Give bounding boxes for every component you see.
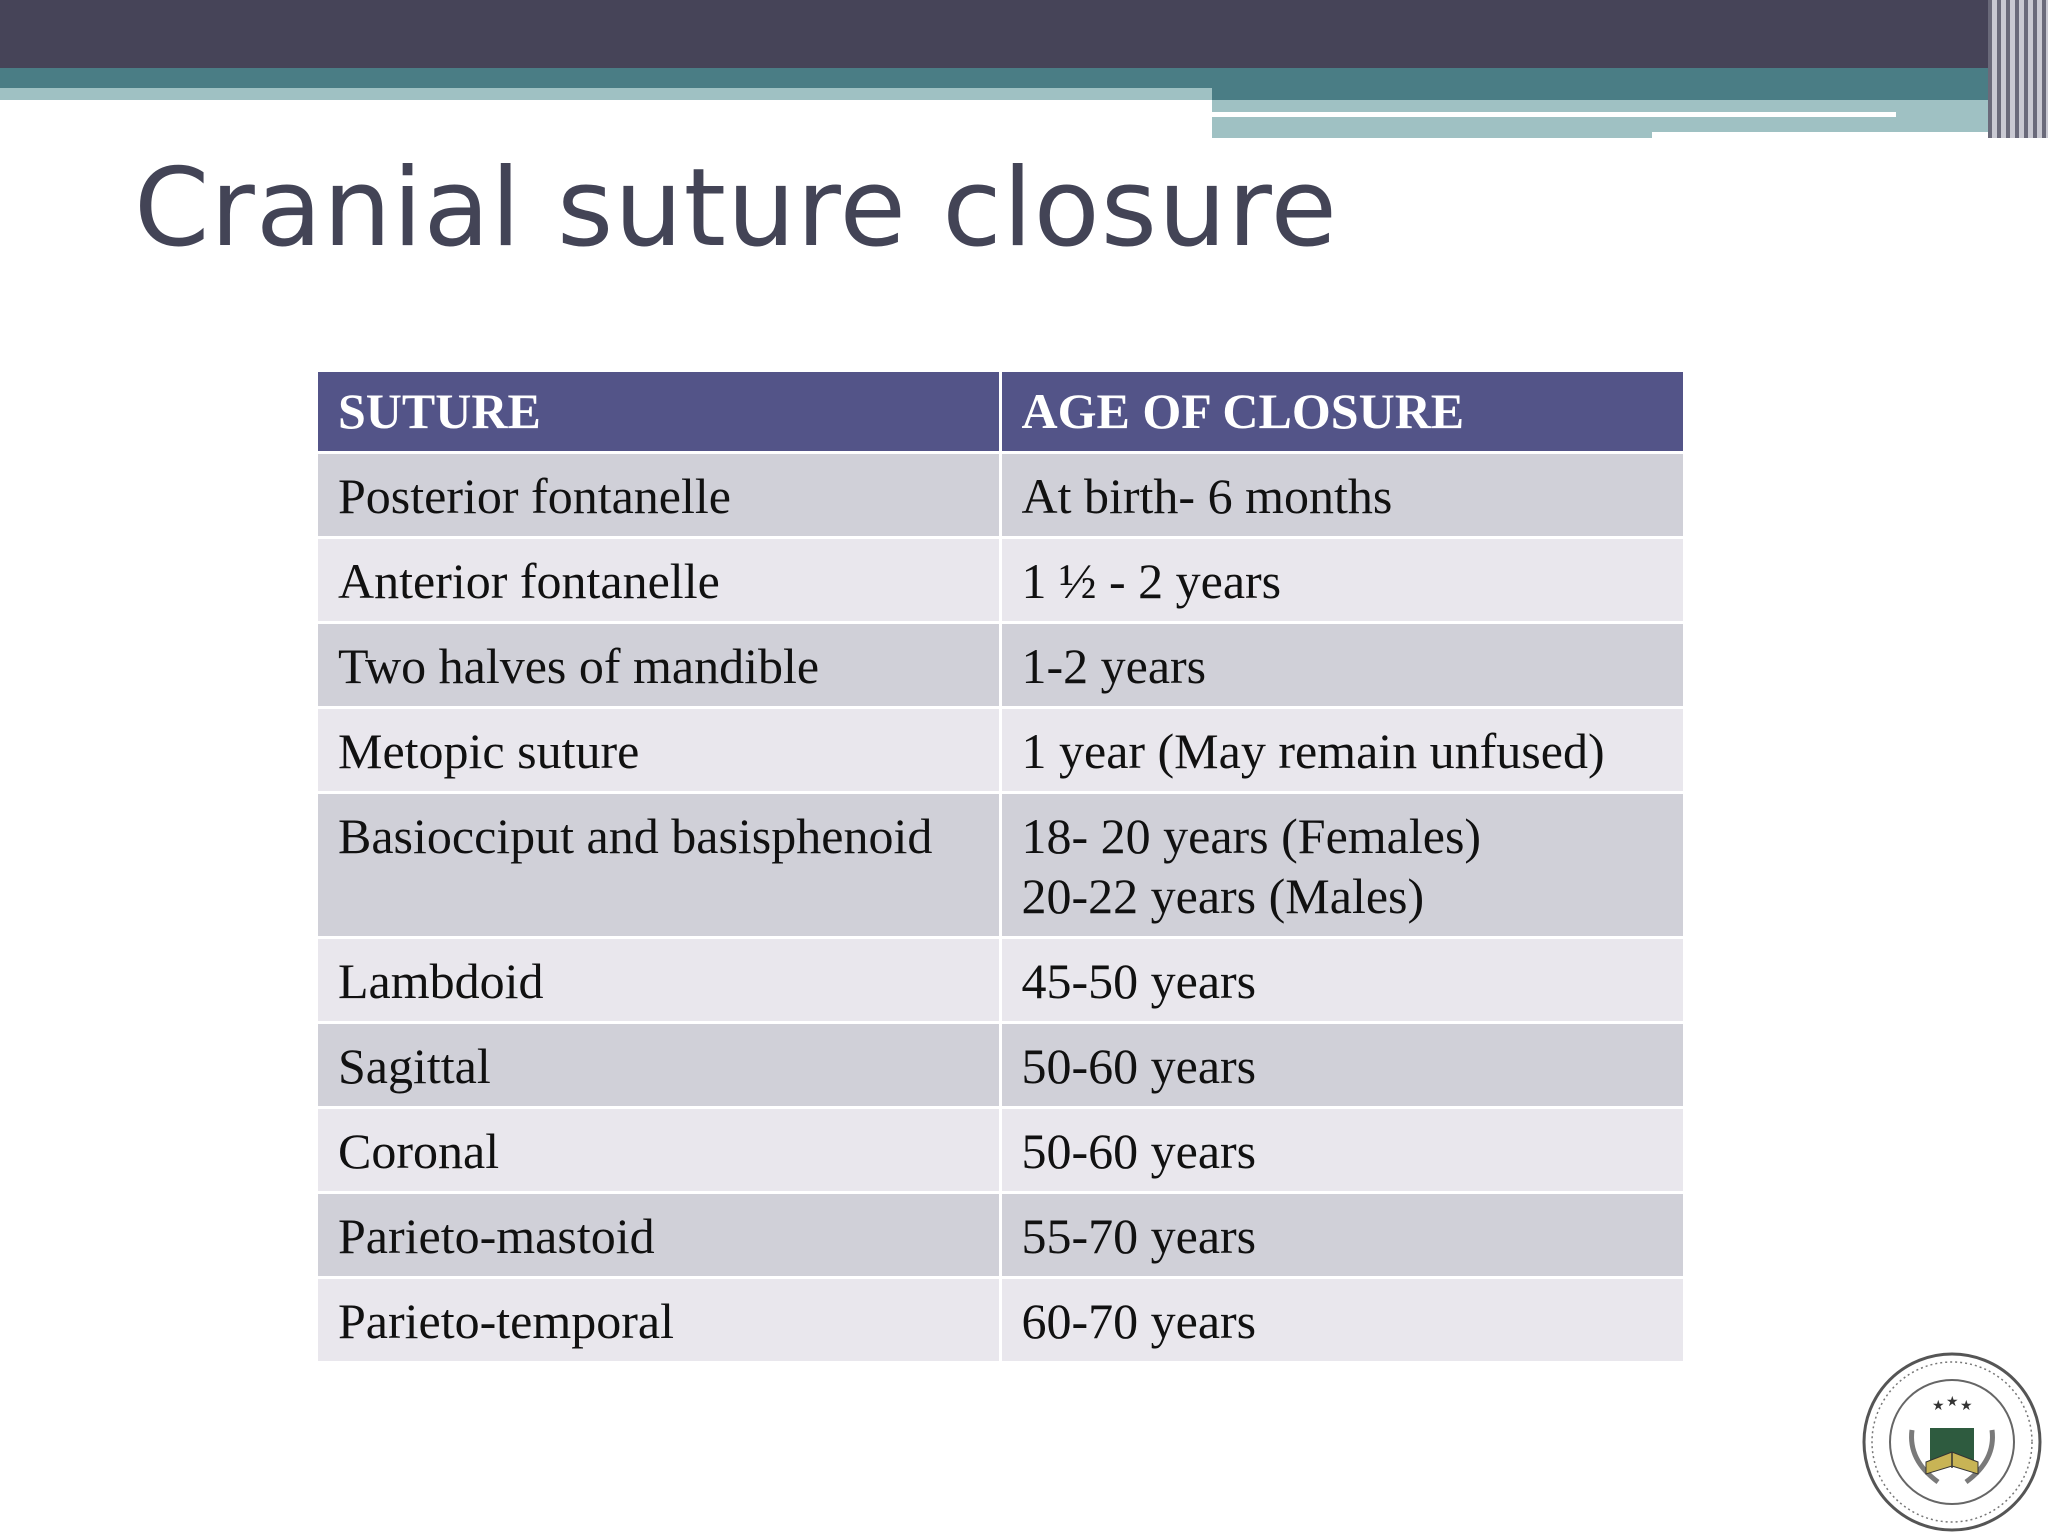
seal-logo-icon — [1860, 1350, 2044, 1534]
column-header-suture: SUTURE — [318, 372, 1000, 452]
age-line-females: 18- 20 years (Females) — [1021, 807, 1482, 864]
suture-cell: Sagittal — [318, 1022, 1000, 1107]
suture-cell: Parieto-mastoid — [318, 1192, 1000, 1277]
table-row — [318, 622, 1683, 707]
table-header-row — [318, 372, 1683, 452]
table-row — [318, 792, 1683, 937]
teal-accent-band-right — [1212, 68, 2048, 100]
age-cell: 45-50 years — [1000, 937, 1683, 1022]
teal-accent-band — [0, 68, 1212, 88]
suture-cell: Posterior fontanelle — [318, 452, 1000, 537]
light-accent-band — [0, 88, 1212, 100]
table-row — [318, 1022, 1683, 1107]
suture-cell: Basiocciput and basisphenoid — [318, 792, 1000, 937]
table-row — [318, 1192, 1683, 1277]
suture-cell: Anterior fontanelle — [318, 537, 1000, 622]
svg-text:★: ★ — [1932, 1398, 1945, 1414]
age-line-males: 20-22 years (Males) — [1021, 867, 1425, 924]
suture-cell: Lambdoid — [318, 937, 1000, 1022]
edge-stripes-decoration — [1988, 0, 2048, 138]
suture-cell: Parieto-temporal — [318, 1277, 1000, 1362]
age-cell: 1-2 years — [1000, 622, 1683, 707]
column-header-age-of-closure: AGE OF CLOSURE — [1000, 372, 1683, 452]
table-row — [318, 537, 1683, 622]
accent-divider-step — [1652, 132, 2012, 138]
age-cell: 50-60 years — [1000, 1107, 1683, 1192]
top-decorative-band — [0, 0, 2048, 68]
age-cell: 1 year (May remain unfused) — [1000, 707, 1683, 792]
suture-cell: Metopic suture — [318, 707, 1000, 792]
age-cell: 1 ½ - 2 years — [1000, 537, 1683, 622]
table-row — [318, 1277, 1683, 1362]
suture-closure-table — [318, 372, 1683, 1364]
age-cell: 60-70 years — [1000, 1277, 1683, 1362]
age-cell: At birth- 6 months — [1000, 452, 1683, 537]
suture-table-container — [318, 372, 1683, 1364]
slide-title: Cranial suture closure — [134, 146, 1338, 271]
accent-divider-line — [1212, 112, 1896, 117]
suture-cell: Coronal — [318, 1107, 1000, 1192]
svg-text:★: ★ — [1960, 1398, 1973, 1414]
svg-text:★: ★ — [1946, 1394, 1959, 1410]
table-row — [318, 1107, 1683, 1192]
table-row — [318, 937, 1683, 1022]
suture-cell: Two halves of mandible — [318, 622, 1000, 707]
age-cell: 55-70 years — [1000, 1192, 1683, 1277]
table-row — [318, 452, 1683, 537]
table-row — [318, 707, 1683, 792]
age-cell — [1000, 792, 1683, 937]
age-cell: 50-60 years — [1000, 1022, 1683, 1107]
